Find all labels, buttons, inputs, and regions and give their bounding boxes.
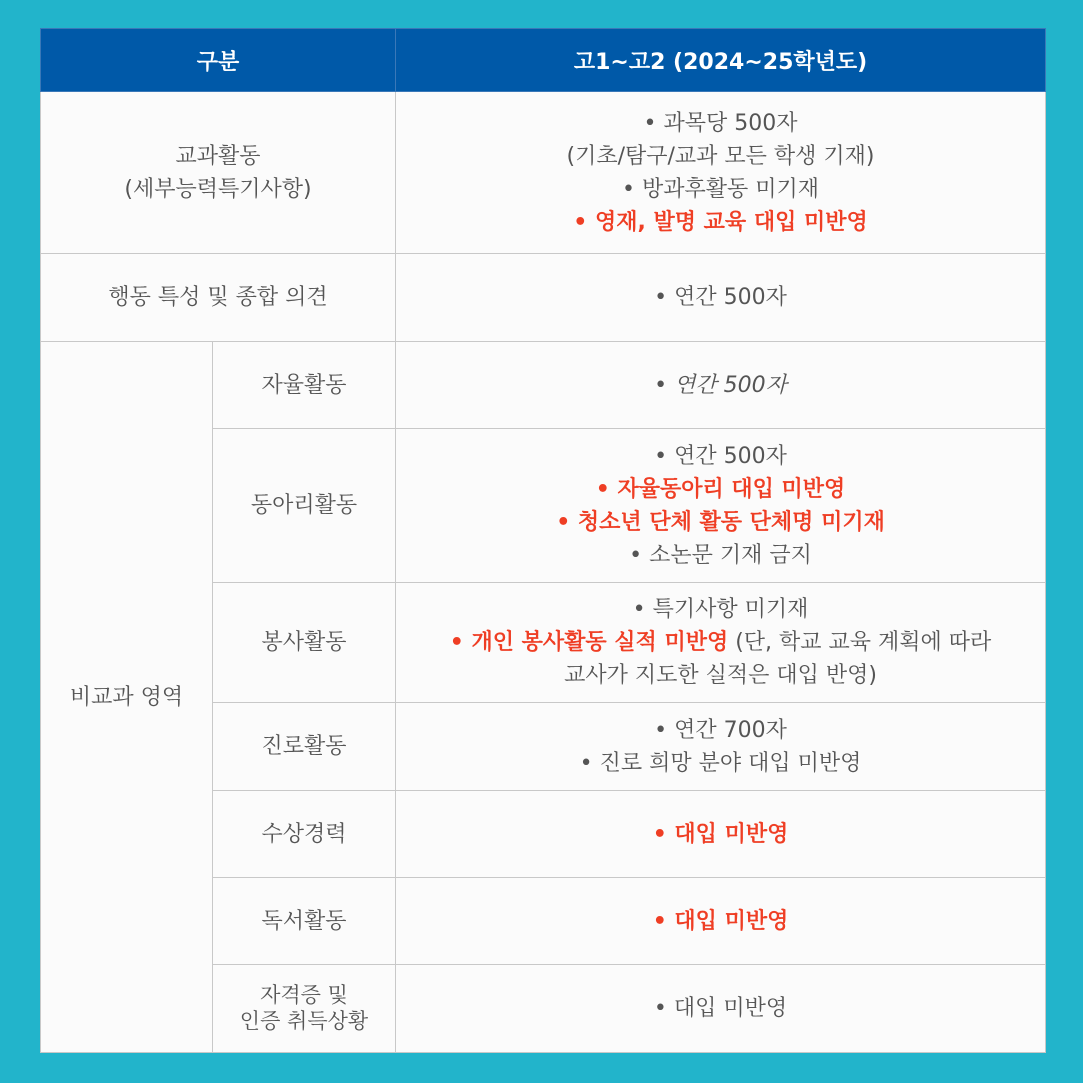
record-table-frame — [40, 28, 1045, 1053]
header-period: 고1~고2 (2024~25학년도) — [396, 29, 1046, 92]
category-nonsubject: 비교과 영역 — [41, 342, 213, 1053]
detail-awards: • 대입 미반영 — [396, 791, 1046, 878]
detail-line-highlight: • 청소년 단체 활동 단체명 미기재 — [556, 509, 885, 535]
subcategory-career: 진로활동 — [213, 703, 396, 791]
detail-line: (기초/탐구/교과 모든 학생 기재) — [566, 143, 875, 169]
detail-note: (단, 학교 교육 계획에 따라 — [728, 630, 992, 655]
detail-certificate: • 대입 미반영 — [396, 965, 1046, 1053]
detail-subject — [396, 92, 1046, 254]
student-record-table — [40, 28, 1046, 1053]
detail-line-highlight: • 영재, 발명 교육 대입 미반영 — [573, 209, 868, 235]
subcategory-club: 동아리활동 — [213, 429, 396, 583]
subcategory-certificate — [213, 965, 396, 1053]
subcategory-autonomy: 자율활동 — [213, 342, 396, 429]
detail-line-highlight: • 자율동아리 대입 미반영 — [595, 476, 846, 502]
detail-autonomy: • 연간 500자 — [396, 342, 1046, 429]
subcategory-reading: 독서활동 — [213, 878, 396, 965]
subcategory-label: 자격증 및 — [260, 983, 348, 1008]
table-row — [41, 342, 1046, 429]
detail-line: • 연간 700자 — [654, 717, 787, 743]
header-category: 구분 — [41, 29, 396, 92]
detail-line: • 소논문 기재 금지 — [629, 542, 812, 568]
detail-behavior: • 연간 500자 — [396, 254, 1046, 342]
subcategory-volunteer: 봉사활동 — [213, 583, 396, 703]
table-row — [41, 254, 1046, 342]
subcategory-label: 인증 취득상황 — [239, 1008, 369, 1033]
category-sublabel: (세부능력특기사항) — [124, 176, 312, 202]
detail-line-mixed — [397, 626, 1044, 659]
detail-line: • 진로 희망 분야 대입 미반영 — [579, 750, 862, 776]
category-behavior: 행동 특성 및 종합 의견 — [41, 254, 396, 342]
subcategory-awards: 수상경력 — [213, 791, 396, 878]
detail-club — [396, 429, 1046, 583]
table-row — [41, 92, 1046, 254]
detail-career — [396, 703, 1046, 791]
detail-reading: • 대입 미반영 — [396, 878, 1046, 965]
detail-line: • 방과후활동 미기재 — [622, 176, 819, 202]
detail-line: • 연간 500자 — [654, 443, 787, 469]
category-label: 교과활동 — [175, 143, 261, 169]
detail-volunteer — [396, 583, 1046, 703]
detail-line: • 특기사항 미기재 — [632, 597, 809, 622]
detail-highlight: • 개인 봉사활동 실적 미반영 — [449, 630, 729, 655]
detail-line: 교사가 지도한 실적은 대입 반영) — [564, 663, 877, 688]
table-header-row — [41, 29, 1046, 92]
category-subject — [41, 92, 396, 254]
detail-line: • 과목당 500자 — [643, 110, 798, 136]
